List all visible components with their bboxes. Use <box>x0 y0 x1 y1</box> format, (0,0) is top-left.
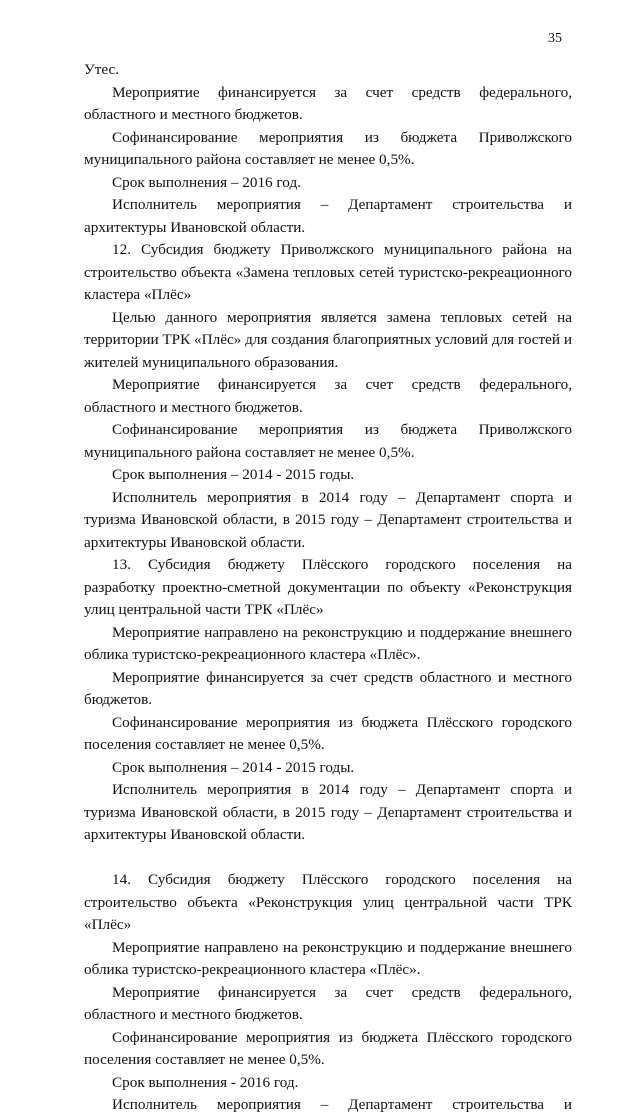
text-line: областного и местного бюджетов. <box>84 106 303 123</box>
text-line: Целью данного мероприятия является замена тепловых сетей на <box>112 308 572 326</box>
text-line: муниципального района составляет не менее 0,5%. <box>84 443 415 461</box>
text-line: Срок выполнения – 2014 - 2015 годы. <box>112 466 355 483</box>
blank-line <box>84 847 572 870</box>
text-line: Софинансирование мероприятия из бюджета Плёсского городского <box>112 1028 572 1046</box>
text-line: Срок выполнения – 2014 - 2015 годы. <box>112 758 355 776</box>
text-line: разработку проектно-сметной документации по объекту «Реконструкция <box>84 578 572 596</box>
text-line: поселения составляет не менее 0,5%. <box>84 1051 325 1068</box>
text-line: «Плёс» <box>84 916 132 933</box>
text-line: туризма Ивановской области, в 2015 году – Департамент строительства и <box>84 803 572 821</box>
text-line: поселения составляет не менее 0,5%. <box>84 736 325 753</box>
text-line: Мероприятие финансируется за счет средств федерального, <box>112 83 572 101</box>
text-line: муниципального района составляет не менее 0,5%. <box>84 151 415 168</box>
text-line: архитектуры Ивановской области. <box>84 533 306 551</box>
text-line: 13. Субсидия бюджету Плёсского городского поселения на <box>112 556 572 573</box>
text-line: Исполнитель мероприятия в 2014 году – Департамент спорта и <box>112 781 572 798</box>
text-line: архитектуры Ивановской области. <box>84 218 306 236</box>
text-line: жителей муниципального образования. <box>84 353 339 371</box>
text-line: архитектуры Ивановской области. <box>84 826 306 843</box>
text-line: Мероприятие направлено на реконструкцию и поддержание внешнего <box>112 623 572 641</box>
text-line: Софинансирование мероприятия из бюджета Приволжского <box>112 128 572 146</box>
text-line: Исполнитель мероприятия – Департамент строительства и <box>112 1096 572 1113</box>
text-line: территории ТРК «Плёс» для создания благоприятных условий для гостей и <box>84 331 572 348</box>
text-line: кластера «Плёс» <box>84 286 192 303</box>
text-line: Исполнитель мероприятия в 2014 году – Департамент спорта и <box>112 488 572 506</box>
text-line: строительство объекта «Замена тепловых сетей туристско-рекреационного <box>84 263 572 281</box>
text-line: строительство объекта «Реконструкция улиц центральной части ТРК <box>84 893 572 911</box>
text-line: Софинансирование мероприятия из бюджета Плёсского городского <box>112 713 572 731</box>
text-line: туризма Ивановской области, в 2015 году – Департамент строительства и <box>84 511 572 528</box>
document-body <box>84 59 572 1117</box>
text-line: Мероприятие финансируется за счет средств федерального, <box>112 376 572 393</box>
text-line: Мероприятие финансируется за счет средств областного и местного <box>112 668 572 686</box>
text-line: Исполнитель мероприятия – Департамент строительства и <box>112 196 572 213</box>
text-line: Утес. <box>84 61 120 78</box>
text-line: Софинансирование мероприятия из бюджета Приволжского <box>112 421 572 438</box>
text-line: улиц центральной части ТРК «Плёс» <box>84 601 324 618</box>
text-line: облика туристско-рекреационного кластера «Плёс». <box>84 646 421 663</box>
text-line: облика туристско-рекреационного кластера «Плёс». <box>84 961 421 978</box>
text-line: Мероприятие финансируется за счет средств федерального, <box>112 983 572 1001</box>
text-line: областного и местного бюджетов. <box>84 1006 303 1023</box>
text-line: областного и местного бюджетов. <box>84 398 303 416</box>
text-line: 14. Субсидия бюджету Плёсского городского поселения на <box>112 871 572 888</box>
text-line: Срок выполнения – 2016 год. <box>112 173 301 191</box>
text-line: 12. Субсидия бюджету Приволжского муниципального района на <box>112 241 572 258</box>
text-line: Мероприятие направлено на реконструкцию и поддержание внешнего <box>112 938 572 956</box>
text-line: Срок выполнения - 2016 год. <box>112 1073 299 1091</box>
page-number: 35 <box>548 31 562 46</box>
text-line: бюджетов. <box>84 691 153 708</box>
